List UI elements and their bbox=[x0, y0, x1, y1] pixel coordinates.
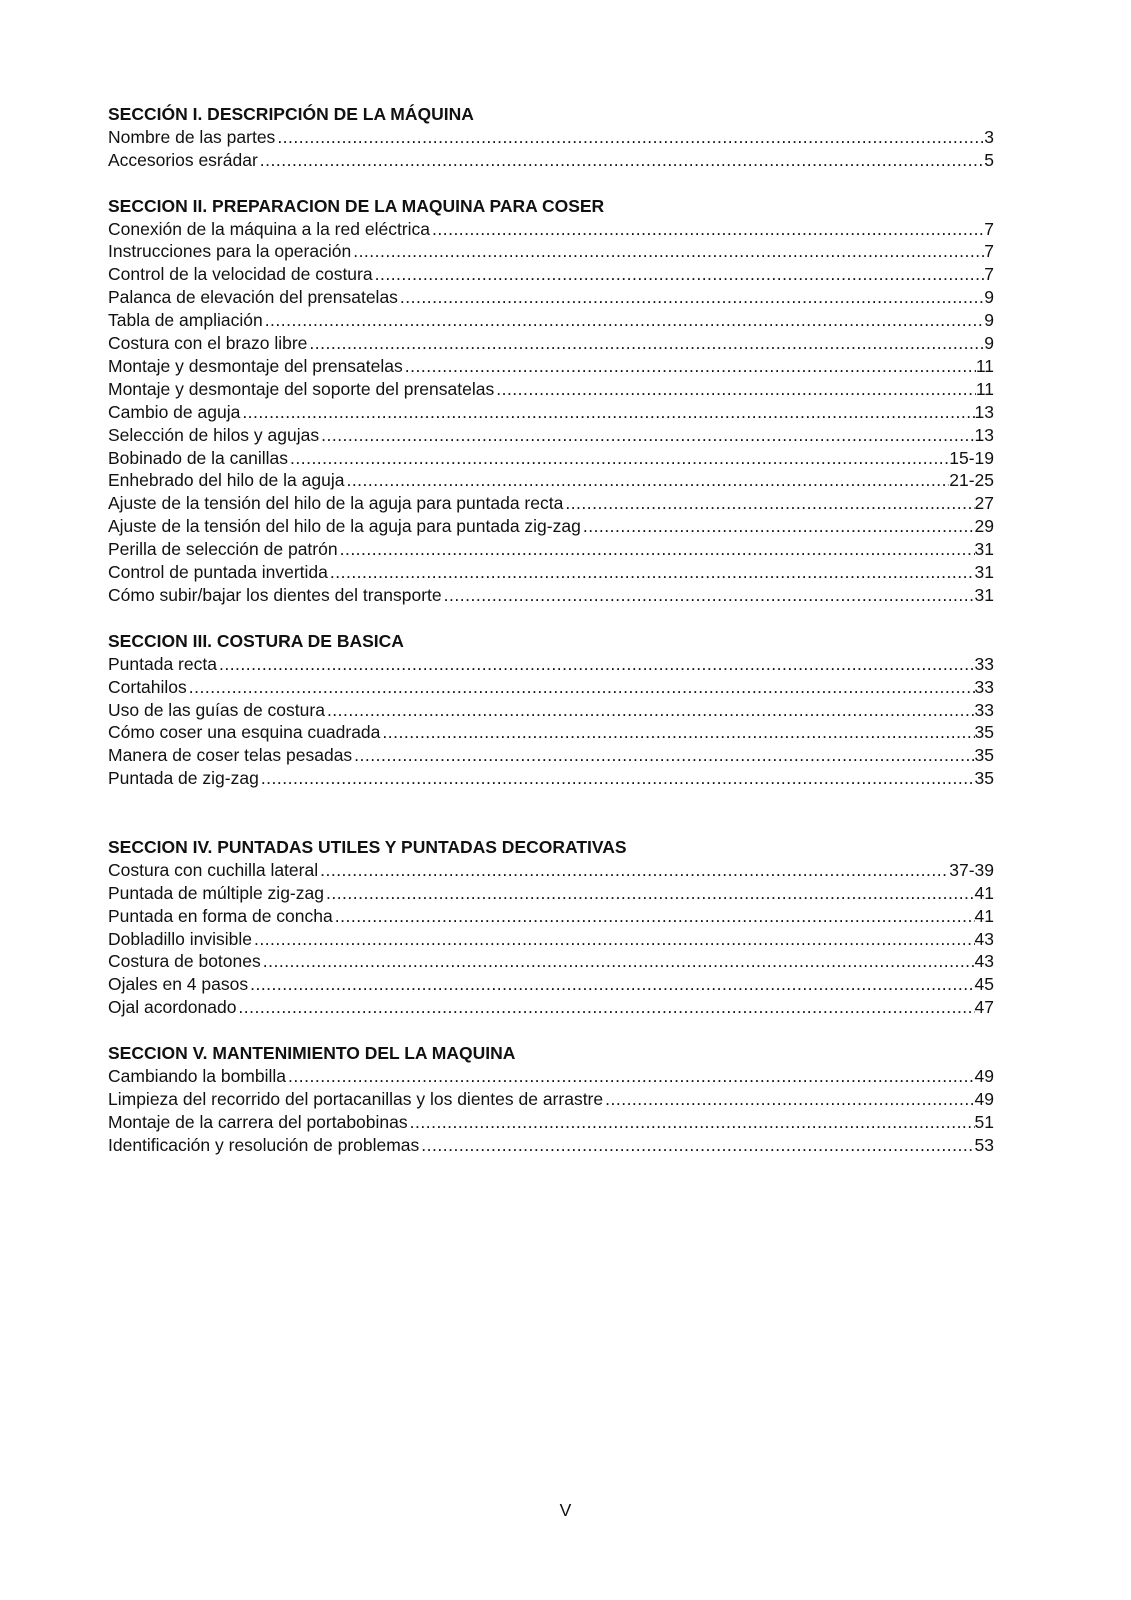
toc-entry bbox=[108, 1134, 994, 1157]
entry-label: Cambiando la bombilla bbox=[108, 1066, 287, 1086]
toc-entry bbox=[108, 905, 994, 928]
entry-page: 53 bbox=[974, 1134, 994, 1155]
entry-page: 21-25 bbox=[949, 470, 994, 491]
entry-label: Cortahilos bbox=[108, 676, 187, 697]
entry-label: Cómo coser una esquina cuadrada bbox=[108, 722, 381, 743]
entry-page: 49 bbox=[974, 1088, 994, 1109]
dot-leader bbox=[261, 950, 975, 973]
entry-page: 31 bbox=[974, 585, 994, 606]
entry-page: 33 bbox=[974, 699, 994, 720]
dot-leader bbox=[258, 149, 984, 172]
entry-label: Dobladillo invisible bbox=[108, 928, 252, 949]
entry-label: Montaje de la carrera del portabobinas bbox=[108, 1111, 408, 1132]
toc-entry bbox=[108, 882, 994, 905]
toc-entry bbox=[108, 332, 994, 355]
section-title: SECCION IV. PUNTADAS UTILES Y PUNTADAS DECORATIVAS bbox=[108, 836, 627, 857]
dot-leader bbox=[319, 424, 974, 447]
toc-entry bbox=[108, 653, 994, 676]
section-title: SECCION V. MANTENIMIENTO DEL LA MAQUINA bbox=[108, 1043, 516, 1064]
entry-page: 43 bbox=[974, 928, 994, 949]
dot-leader bbox=[259, 767, 975, 790]
dot-leader bbox=[328, 561, 975, 584]
entry-page: 5 bbox=[984, 149, 994, 170]
dot-leader bbox=[236, 996, 974, 1019]
dot-leader bbox=[187, 676, 975, 699]
toc-entry bbox=[108, 767, 994, 790]
toc-section-5 bbox=[108, 1042, 994, 1157]
toc-entry bbox=[108, 973, 994, 996]
toc-entry bbox=[108, 859, 994, 882]
entry-page: 13 bbox=[974, 401, 994, 422]
dot-leader bbox=[398, 286, 984, 309]
section-spacer bbox=[108, 1019, 994, 1042]
toc-entry bbox=[108, 1088, 994, 1111]
toc-entry bbox=[108, 378, 994, 401]
toc-entry bbox=[108, 721, 994, 744]
dot-leader bbox=[275, 126, 984, 149]
entry-label: Manera de coser telas pesadas bbox=[108, 745, 353, 766]
toc-entry bbox=[108, 561, 994, 584]
entry-page: 7 bbox=[984, 218, 994, 239]
entry-page: 41 bbox=[974, 905, 994, 926]
entry-label: Conexión de la máquina a la red eléctrica bbox=[108, 218, 430, 239]
toc-entry bbox=[108, 492, 994, 515]
entry-label: Nombre de las partes bbox=[108, 126, 276, 147]
toc-entry bbox=[108, 263, 994, 286]
entry-page: 7 bbox=[984, 241, 994, 262]
entry-page: 37-39 bbox=[949, 859, 994, 880]
entry-page: 33 bbox=[974, 653, 994, 674]
toc-entry bbox=[108, 218, 994, 241]
table-of-contents bbox=[108, 103, 994, 1157]
toc-entry bbox=[108, 676, 994, 699]
entry-page: 15-19 bbox=[949, 447, 994, 468]
entry-label: Cómo subir/bajar los dientes del transporte bbox=[108, 585, 442, 606]
section-spacer bbox=[108, 607, 994, 630]
entry-label: Puntada en forma de concha bbox=[108, 905, 333, 926]
toc-entry bbox=[108, 744, 994, 767]
section-spacer bbox=[108, 790, 994, 836]
toc-entry bbox=[108, 286, 994, 309]
entry-label: Montaje y desmontaje del soporte del prensatelas bbox=[108, 378, 495, 399]
toc-entry bbox=[108, 424, 994, 447]
entry-page: 27 bbox=[974, 493, 994, 514]
dot-leader bbox=[307, 332, 984, 355]
toc-section-4 bbox=[108, 836, 994, 1019]
entry-label: Tabla de ampliación bbox=[108, 310, 263, 331]
toc-entry bbox=[108, 401, 994, 424]
dot-leader bbox=[403, 355, 976, 378]
entry-page: 51 bbox=[974, 1111, 994, 1132]
toc-entry bbox=[108, 149, 994, 172]
dot-leader bbox=[344, 469, 949, 492]
entry-label: Montaje y desmontaje del prensatelas bbox=[108, 355, 403, 376]
dot-leader bbox=[442, 584, 975, 607]
entry-label: Accesorios esrádar bbox=[108, 149, 258, 170]
entry-page: 35 bbox=[974, 722, 994, 743]
toc-section-1 bbox=[108, 103, 994, 172]
entry-page: 41 bbox=[974, 882, 994, 903]
dot-leader bbox=[263, 309, 985, 332]
toc-entry bbox=[108, 469, 994, 492]
dot-leader bbox=[494, 378, 976, 401]
dot-leader bbox=[603, 1088, 974, 1111]
dot-leader bbox=[240, 401, 974, 424]
entry-label: Selección de hilos y agujas bbox=[108, 424, 320, 445]
entry-page: 11 bbox=[975, 355, 994, 376]
toc-entry bbox=[108, 699, 994, 722]
toc-entry bbox=[108, 950, 994, 973]
dot-leader bbox=[408, 1111, 975, 1134]
dot-leader bbox=[563, 492, 974, 515]
toc-entry bbox=[108, 584, 994, 607]
entry-label: Costura con el brazo libre bbox=[108, 333, 308, 354]
entry-label: Enhebrado del hilo de la aguja bbox=[108, 470, 345, 491]
entry-page: 3 bbox=[984, 126, 994, 147]
dot-leader bbox=[373, 263, 985, 286]
entry-label: Perilla de selección de patrón bbox=[108, 539, 338, 560]
entry-label: Control de puntada invertida bbox=[108, 562, 328, 583]
toc-entry bbox=[108, 538, 994, 561]
toc-section-3 bbox=[108, 630, 994, 790]
entry-label: Cambio de aguja bbox=[108, 401, 241, 422]
dot-leader bbox=[288, 447, 949, 470]
dot-leader bbox=[333, 905, 975, 928]
dot-leader bbox=[248, 973, 974, 996]
entry-page: 11 bbox=[975, 378, 994, 399]
entry-label: Control de la velocidad de costura bbox=[108, 264, 373, 285]
section-title: SECCION II. PREPARACION DE LA MAQUINA PARA COSER bbox=[108, 195, 605, 216]
entry-label: Limpieza del recorrido del portacanillas y los dientes de arrastre bbox=[108, 1088, 604, 1109]
entry-label: Bobinado de la canillas bbox=[108, 447, 288, 468]
entry-page: 29 bbox=[974, 516, 994, 537]
section-spacer bbox=[108, 172, 994, 195]
toc-entry bbox=[108, 1065, 994, 1088]
dot-leader bbox=[338, 538, 975, 561]
entry-page: 43 bbox=[974, 951, 994, 972]
toc-entry bbox=[108, 240, 994, 263]
page-number: V bbox=[559, 1500, 572, 1520]
dot-leader bbox=[581, 515, 975, 538]
entry-page: 35 bbox=[974, 745, 994, 766]
entry-label: Identificación y resolución de problemas bbox=[108, 1134, 420, 1155]
entry-page: 33 bbox=[974, 676, 994, 697]
dot-leader bbox=[318, 859, 949, 882]
toc-entry bbox=[108, 928, 994, 951]
dot-leader bbox=[419, 1134, 974, 1157]
entry-page: 47 bbox=[974, 997, 994, 1018]
entry-page: 31 bbox=[974, 539, 994, 560]
toc-entry bbox=[108, 309, 994, 332]
dot-leader bbox=[430, 218, 984, 241]
dot-leader bbox=[351, 240, 984, 263]
entry-label: Palanca de elevación del prensatelas bbox=[108, 287, 398, 308]
entry-page: 7 bbox=[984, 264, 994, 285]
toc-entry bbox=[108, 515, 994, 538]
section-title: SECCIÓN I. DESCRIPCIÓN DE LA MÁQUINA bbox=[108, 104, 474, 124]
entry-page: 13 bbox=[974, 424, 994, 445]
entry-label: Ojales en 4 pasos bbox=[108, 974, 249, 995]
toc-entry bbox=[108, 447, 994, 470]
entry-label: Puntada de zig-zag bbox=[108, 768, 259, 789]
entry-label: Instrucciones para la operación bbox=[108, 241, 352, 262]
dot-leader bbox=[380, 721, 974, 744]
toc-entry bbox=[108, 126, 994, 149]
entry-label: Costura con cuchilla lateral bbox=[108, 859, 319, 880]
entry-label: Ojal acordonado bbox=[108, 997, 237, 1018]
entry-page: 9 bbox=[984, 287, 994, 308]
toc-section-2 bbox=[108, 195, 994, 607]
dot-leader bbox=[217, 653, 975, 676]
dot-leader bbox=[324, 882, 975, 905]
entry-page: 49 bbox=[974, 1066, 994, 1086]
toc-entry bbox=[108, 1111, 994, 1134]
entry-page: 31 bbox=[974, 562, 994, 583]
dot-leader bbox=[252, 928, 975, 951]
entry-page: 45 bbox=[974, 974, 994, 995]
entry-page: 35 bbox=[974, 768, 994, 789]
section-title: SECCION III. COSTURA DE BASICA bbox=[108, 630, 404, 651]
entry-label: Puntada de múltiple zig-zag bbox=[108, 882, 324, 903]
entry-page: 9 bbox=[984, 310, 994, 331]
entry-label: Ajuste de la tensión del hilo de la aguja para puntada recta bbox=[108, 493, 564, 514]
dot-leader bbox=[325, 699, 975, 722]
toc-entry bbox=[108, 355, 994, 378]
entry-label: Uso de las guías de costura bbox=[108, 699, 325, 720]
dot-leader bbox=[352, 744, 974, 767]
dot-leader bbox=[286, 1065, 975, 1088]
entry-label: Puntada recta bbox=[108, 653, 217, 674]
entry-page: 9 bbox=[984, 333, 994, 354]
toc-entry bbox=[108, 996, 994, 1019]
entry-label: Ajuste de la tensión del hilo de la aguja para puntada zig-zag bbox=[108, 516, 581, 537]
entry-label: Costura de botones bbox=[108, 951, 261, 972]
